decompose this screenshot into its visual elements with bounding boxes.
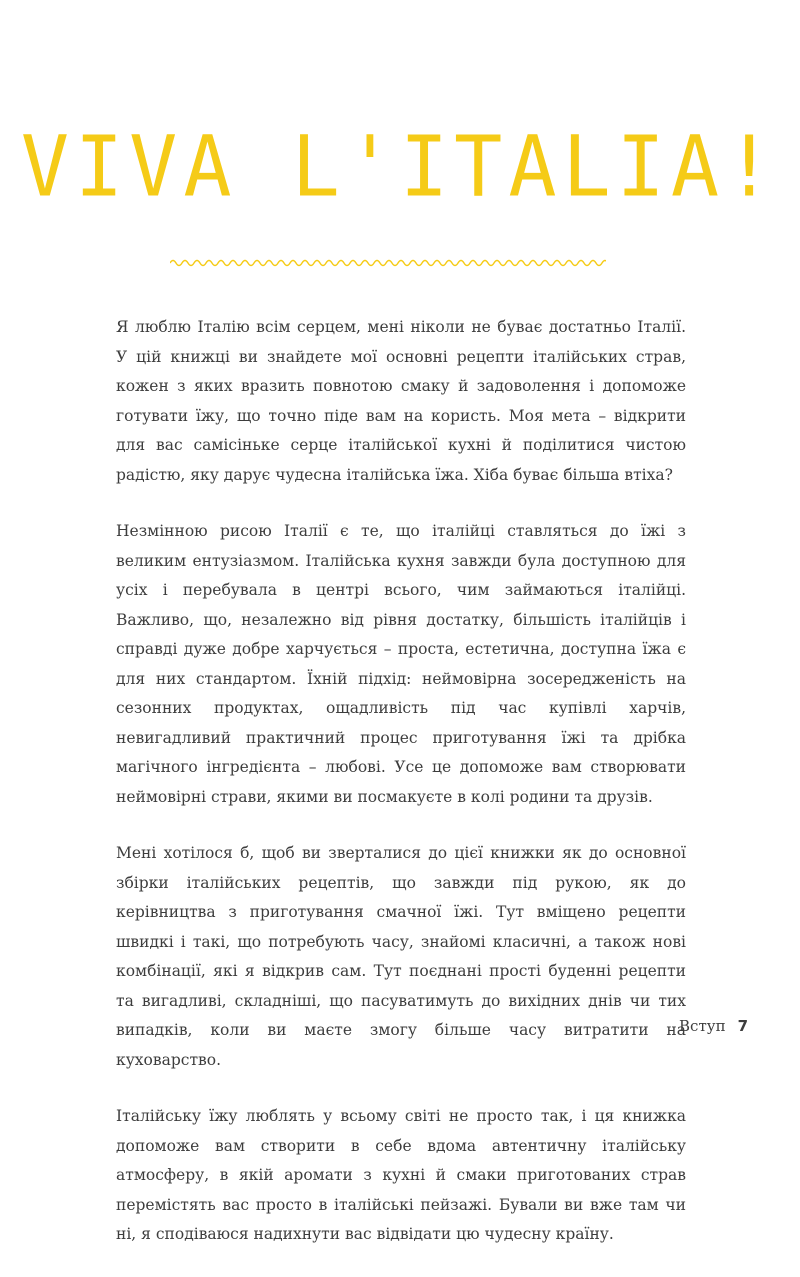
paragraph: Мені хотілося б, щоб ви зверталися до цієї книжки як до основної збірки італійських рецептів, що завжди під рукою, як до керівництва з приготування смачної їжі. Тут вміщено рецепти швидкі і такі, що потребують часу, знайомі класичні, а також нові комбінації, які я відкрив сам. Тут поєднані прості буденні рецепти та вигадливі, складніші, що пасуватимуть до вихідних днів чи тих випадків, коли ви маєте змогу більше часу витратити на куховарство. (116, 844, 686, 1069)
intro-body (116, 313, 686, 1277)
page-number: 7 (737, 1017, 748, 1035)
page-footer (679, 1017, 748, 1035)
wavy-divider (170, 256, 606, 270)
paragraph: Незмінною рисою Італії є те, що італійці ставляться до їжі з великим ентузіазмом. Італійська кухня завжди була доступною для усіх і перебувала в центрі всього, чим займаються італійці. Важливо, що, незалежно від рівня достатку, більшість італійців і справді дуже добре харчується – проста, естетична, доступна їжа є для них стандартом. Їхній підхід: неймовірна зосередженість на сезонних продуктах, ощадливість під час купівлі харчів, невигадливий практичний процес приготування їжі та дрібка магічного інгредієнта – любові. Усе це допоможе вам створювати неймовірні страви, якими ви посмакуєте в колі родини та друзів. (116, 522, 686, 806)
section-name: Вступ (679, 1017, 726, 1035)
paragraph: Італійську їжу люблять у всьому світі не просто так, і ця книжка допоможе вам створити в себе вдома автентичну італійську атмосферу, в якій аромати з кухні й смаки приготованих страв перемістять вас просто в італійські пейзажі. Бували ви вже там чи ні, я сподіваюся надихнути вас відвідати цю чудесну країну. (116, 1107, 686, 1243)
paragraph: Я люблю Італію всім серцем, мені ніколи не буває достатньо Італії. У цій книжці ви знайдете мої основні рецепти італійських страв, кожен з яких вразить повнотою смаку й задоволення і допоможе готувати їжу, що точно піде вам на користь. Моя мета – відкрити для вас самісіньке серце італійської кухні й поділитися чистою радістю, яку дарує чудесна італійська їжа. Хіба буває більша втіха? (116, 318, 686, 484)
page-title: VIVA L'ITALIA! (20, 117, 780, 216)
